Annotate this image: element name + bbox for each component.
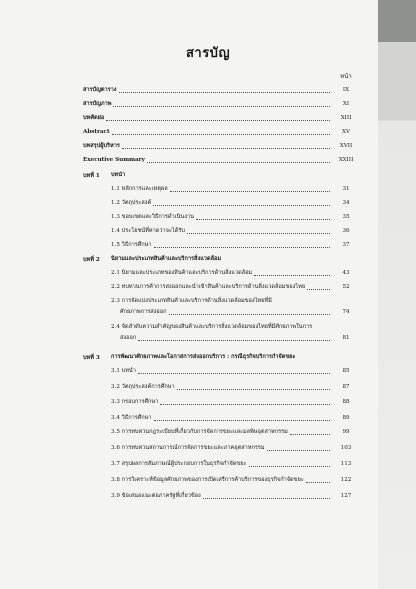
- dot-leader: [119, 92, 330, 93]
- toc-entry-label-cont: ศักยภาพการส่งออก: [120, 309, 167, 315]
- toc-page-number: XVII: [339, 143, 353, 149]
- toc-entry-label: 2.1 นิยามและประเภทของสินค้าและบริการด้านสิ่งแวดล้อม: [111, 270, 253, 276]
- toc-entry-label: 1.4 ประโยชน์ที่คาดว่าจะได้รับ: [111, 228, 185, 234]
- chapter-number: บทที่ 1: [83, 173, 100, 179]
- toc-entry-label: 1.5 วิธีการศึกษา: [111, 242, 152, 248]
- dot-leader: [196, 219, 330, 220]
- toc-page-number: 35: [342, 214, 350, 220]
- toc-page-number: 103: [340, 445, 352, 451]
- dot-leader: [187, 233, 330, 234]
- dot-leader: [106, 120, 330, 121]
- toc-page-number: 88: [342, 399, 350, 405]
- toc-entry-label: 3.6 การทบทวนสถานการณ์การจัดการขยะและภาคอุตสาหกรรม: [111, 445, 265, 451]
- dot-leader: [112, 134, 330, 135]
- dot-leader: [203, 498, 330, 499]
- dot-leader: [177, 389, 330, 390]
- toc-entry-label: 1.2 วัตถุประสงค์: [111, 200, 152, 206]
- toc-entry-label: สารบัญภาพ: [83, 101, 112, 107]
- toc-entry-label: บทคัดย่อ: [83, 115, 105, 121]
- toc-entry-label: Executive Summary: [83, 157, 145, 163]
- toc-page-number: 34: [342, 200, 350, 206]
- dot-leader: [113, 106, 330, 107]
- toc-page-number: 74: [342, 309, 350, 315]
- toc-page-number: IX: [342, 87, 350, 93]
- dot-leader: [307, 289, 330, 290]
- toc-page-number: 43: [342, 270, 350, 276]
- chapter-title: บทนำ: [111, 172, 126, 178]
- dot-leader: [122, 148, 330, 149]
- dot-leader: [154, 247, 330, 248]
- toc-entry-label: 3.4 วิธีการศึกษา: [111, 415, 152, 421]
- toc-entry-label: 1.1 หลักการและเหตุผล: [111, 186, 168, 192]
- chapter-title: นิยามและประเภทสินค้าและบริการสิ่งแวดล้อม: [111, 256, 222, 262]
- dot-leader: [160, 404, 330, 405]
- toc-page-number: 87: [342, 384, 350, 390]
- dot-leader: [147, 162, 330, 163]
- toc-page-number: 52: [342, 284, 350, 290]
- toc-page-number: XIII: [340, 115, 352, 121]
- toc-entry-label-cont: ส่งออก: [120, 335, 137, 341]
- toc-page-number: 127: [340, 493, 352, 499]
- toc-page-number: 113: [340, 461, 352, 467]
- toc-page-number: XI: [342, 101, 350, 107]
- toc-entry-label: 3.5 การทบทวนกฎระเบียบที่เกี่ยวกับการจัดการขยะและมลพิษอุตสาหกรรม: [111, 429, 288, 435]
- chapter-number: บทที่ 3: [83, 355, 100, 361]
- chapter-title: การพัฒนาศักยภาพและโอกาสการส่งออกบริการ : กรณีธุรกิจบริการกำจัดขยะ: [111, 354, 296, 360]
- dot-leader: [154, 420, 330, 421]
- toc-page-number: 85: [342, 368, 350, 374]
- toc-entry-label: 1.3 ขอบเขตและวิธีการดำเนินงาน: [111, 214, 194, 220]
- toc-entry-label: 2.2 ทบทวนการค้าการส่งออกและนำเข้าสินค้าและบริการด้านสิ่งแวดล้อมของไทย: [111, 284, 306, 290]
- dot-leader: [254, 275, 330, 276]
- toc-page-number: 36: [342, 228, 350, 234]
- toc-entry-label: บทสรุปผู้บริหาร: [83, 143, 120, 149]
- toc-entry-label: 3.1 บทนำ: [111, 368, 136, 374]
- chapter-number: บทที่ 2: [83, 257, 100, 263]
- side-band: [378, 0, 416, 589]
- toc-page-number: XV: [341, 129, 351, 135]
- toc-entry-label: 2.4 จัดลำดับความสำคัญของสินค้าและบริการสิ่งแวดล้อมของไทยที่มีศักยภาพในการ: [111, 324, 313, 330]
- dot-leader: [306, 482, 330, 483]
- dot-leader: [170, 191, 330, 192]
- toc-page-number: 99: [342, 429, 350, 435]
- dot-leader: [290, 434, 330, 435]
- toc-entry-label: Abstract: [83, 129, 110, 135]
- toc-page-number: 89: [342, 415, 350, 421]
- dot-leader: [169, 314, 330, 315]
- toc-page-number: XXIII: [338, 157, 354, 163]
- dot-leader: [138, 340, 330, 341]
- toc-page-number: 122: [340, 477, 352, 483]
- toc-entry-label: 3.2 วัตถุประสงค์การศึกษา: [111, 384, 175, 390]
- toc-entry-label: 2.3 การจัดแบ่งประเภทสินค้าและบริการด้านสิ่งแวดล้อมของไทยที่มี: [111, 298, 272, 304]
- dot-leader: [153, 205, 330, 206]
- toc-page-number: 31: [342, 186, 350, 192]
- page-column-header: หน้า: [340, 73, 352, 80]
- toc-entry-label: สารบัญตาราง: [83, 87, 117, 93]
- toc-entry-label: 3.7 สรุปผลการสัมภาษณ์ผู้ประกอบการในธุรกิจกำจัดขยะ: [111, 461, 247, 467]
- dot-leader: [267, 450, 330, 451]
- page-title: สารบัญ: [185, 46, 231, 61]
- dot-leader: [249, 466, 330, 467]
- toc-page-number: 37: [342, 242, 350, 248]
- toc-page-number: 81: [342, 335, 350, 341]
- toc-entry-label: 3.3 กรอบการศึกษา: [111, 399, 159, 405]
- toc-entry-label: 3.9 ข้อเสนอแนะต่อภาครัฐที่เกี่ยวข้อง: [111, 493, 201, 499]
- toc-entry-label: 3.8 การวิเคราะห์ข้อมูลศักยภาพของการเปิดเสรีการค้าบริการของธุรกิจกำจัดขยะ: [111, 477, 304, 483]
- dot-leader: [138, 373, 330, 374]
- side-band-top: [378, 0, 416, 42]
